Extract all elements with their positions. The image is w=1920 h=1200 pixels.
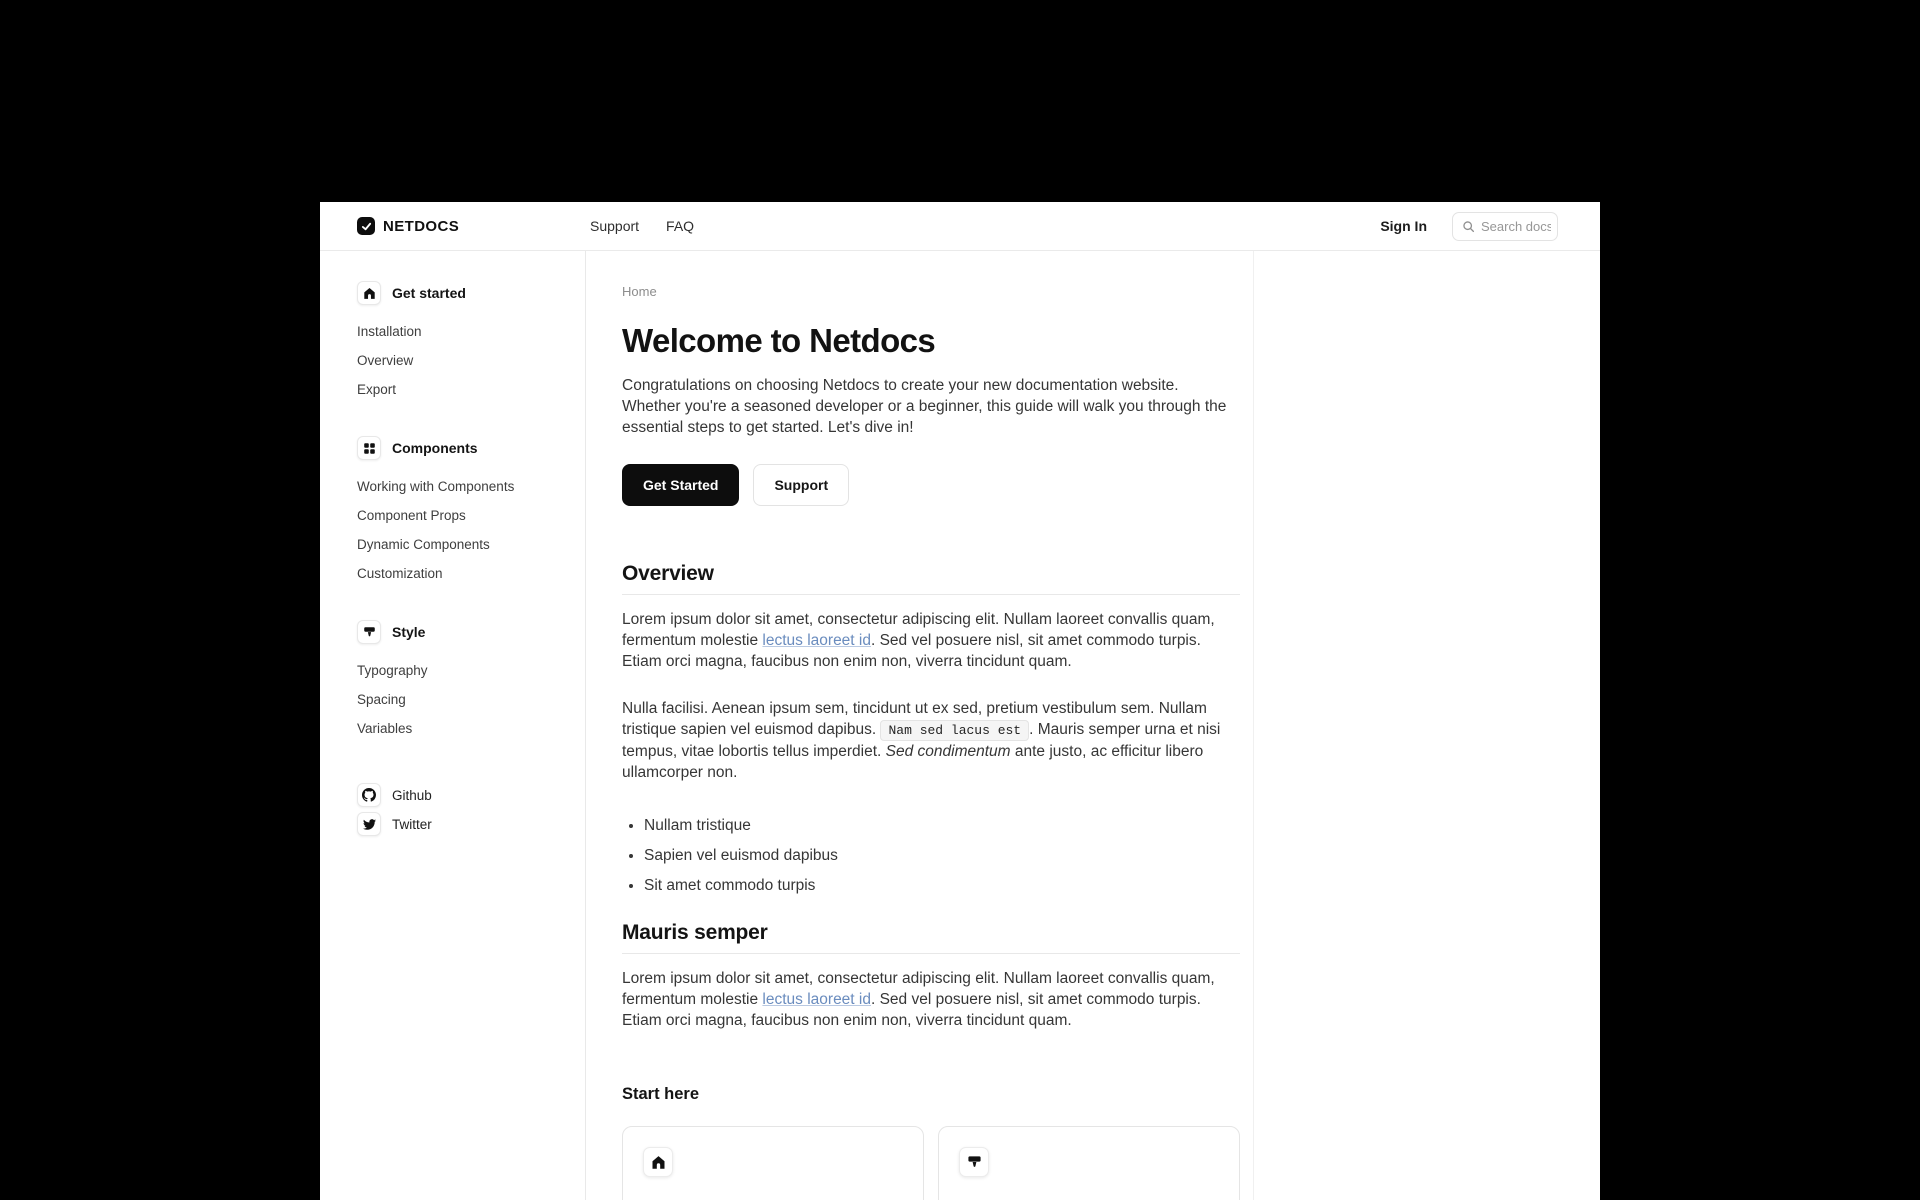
logo-text: NETDOCS	[383, 217, 460, 235]
mauris-paragraph	[622, 968, 1240, 1031]
breadcrumb[interactable]: Home	[622, 284, 657, 299]
card-get-started[interactable]	[622, 1126, 924, 1200]
start-here-cards	[622, 1126, 1240, 1200]
sidebar-section-style	[357, 620, 565, 739]
paint-roller-icon	[357, 620, 381, 644]
logo[interactable]	[320, 217, 586, 235]
sidebar-section-label: Components	[392, 440, 478, 456]
home-icon	[643, 1147, 673, 1177]
text-segment: ante justo, ac efficitur libero ullamcorper non.	[622, 743, 1204, 781]
sidebar-external-links	[357, 783, 565, 836]
twitter-link[interactable]	[357, 812, 565, 836]
netdocs-page	[320, 202, 1600, 1200]
nav-link-support[interactable]: Support	[590, 218, 640, 234]
twitter-icon	[357, 812, 381, 836]
text-segment: Lorem ipsum dolor sit amet, consectetur adipiscing elit. Nullam laoreet convallis quam, fermentum molestie	[622, 611, 1215, 649]
list-item: • Sit amet commodo turpis	[644, 875, 1240, 896]
sidebar-item-variables[interactable]: Variables	[357, 721, 413, 736]
overview-paragraph-2	[622, 698, 1240, 783]
sidebar-item-dynamic-components[interactable]: Dynamic Components	[357, 537, 490, 552]
sidebar-item-typography[interactable]: Typography	[357, 663, 428, 678]
search-input[interactable]	[1481, 219, 1551, 234]
sidebar-header-style[interactable]	[357, 620, 565, 644]
overview-heading: Overview	[622, 563, 1240, 595]
sidebar-item-export[interactable]: Export	[357, 382, 397, 397]
github-link[interactable]	[357, 783, 565, 807]
inline-link[interactable]: lectus laoreet id	[762, 991, 871, 1008]
sidebar-item-working-with-components[interactable]: Working with Components	[357, 479, 515, 494]
list-item: • Sapien vel euismod dapibus	[644, 845, 1240, 866]
body	[320, 251, 1600, 1200]
sidebar-item-component-props[interactable]: Component Props	[357, 508, 466, 523]
nav-link-faq[interactable]: FAQ	[666, 218, 695, 234]
github-icon	[357, 783, 381, 807]
main-content	[586, 251, 1254, 1200]
italic-text: Sed condimentum	[885, 743, 1011, 760]
top-navbar	[320, 202, 1600, 251]
sidebar-item-customization[interactable]: Customization	[357, 566, 443, 581]
list-item: • Nullam tristique	[644, 815, 1240, 836]
page-title: Welcome to Netdocs	[622, 322, 936, 359]
twitter-link-label: Twitter	[392, 816, 432, 832]
intro-paragraph: Congratulations on choosing Netdocs to create your new documentation website. Whether you're a seasoned developer or a beginner, this guide will walk you through the essential steps to get started. Let's dive in!	[622, 377, 1227, 436]
header-nav	[586, 218, 694, 234]
card-style[interactable]	[938, 1126, 1240, 1200]
overview-list	[622, 815, 1240, 896]
cta-row	[622, 464, 1240, 506]
support-button[interactable]: Support	[753, 464, 849, 506]
sidebar-header-components[interactable]	[357, 436, 565, 460]
home-icon	[357, 281, 381, 305]
text-segment: Lorem ipsum dolor sit amet, consectetur adipiscing elit. Nullam laoreet convallis quam, fermentum molestie	[622, 970, 1215, 1008]
right-panel	[1254, 251, 1600, 1200]
grid-icon	[357, 436, 381, 460]
text-segment: . Sed vel posuere nisl, sit amet commodo turpis. Etiam orci magna, faucibus non enim non, viverra tincidunt quam.	[622, 991, 1201, 1029]
sidebar-section-get-started	[357, 281, 565, 400]
start-here-heading: Start here	[622, 1085, 700, 1103]
mauris-semper-heading: Mauris semper	[622, 922, 1240, 954]
sidebar-item-installation[interactable]: Installation	[357, 324, 422, 339]
text-segment: . Mauris semper urna et nisi tempus, vitae lobortis tellus imperdiet.	[622, 721, 1221, 760]
sidebar-section-label: Get started	[392, 285, 466, 301]
sidebar-item-spacing[interactable]: Spacing	[357, 692, 406, 707]
get-started-button[interactable]: Get Started	[622, 464, 739, 506]
inline-link[interactable]: lectus laoreet id	[762, 632, 871, 649]
sidebar-header-get-started[interactable]	[357, 281, 565, 305]
text-segment: . Sed vel posuere nisl, sit amet commodo turpis. Etiam orci magna, faucibus non enim non, viverra tincidunt quam.	[622, 632, 1201, 670]
github-link-label: Github	[392, 787, 432, 803]
sidebar	[320, 251, 586, 1200]
sidebar-items	[357, 477, 565, 584]
sign-in-link[interactable]: Sign In	[1380, 218, 1427, 234]
text-segment: Nulla facilisi. Aenean ipsum sem, tincidunt ut ex sed, pretium vestibulum sem. Nullam tristique sapien vel euismod dapibus.	[622, 700, 1207, 738]
sidebar-items	[357, 661, 565, 739]
paint-roller-icon	[959, 1147, 989, 1177]
overview-paragraph-1	[622, 609, 1240, 672]
logo-check-icon	[357, 217, 375, 235]
sidebar-section-components	[357, 436, 565, 584]
inline-code: Nam sed lacus est	[880, 720, 1029, 741]
search-icon	[1462, 220, 1475, 233]
search-box[interactable]	[1452, 212, 1558, 241]
sidebar-section-label: Style	[392, 624, 426, 640]
sidebar-items	[357, 322, 565, 400]
sidebar-item-overview[interactable]: Overview	[357, 353, 414, 368]
